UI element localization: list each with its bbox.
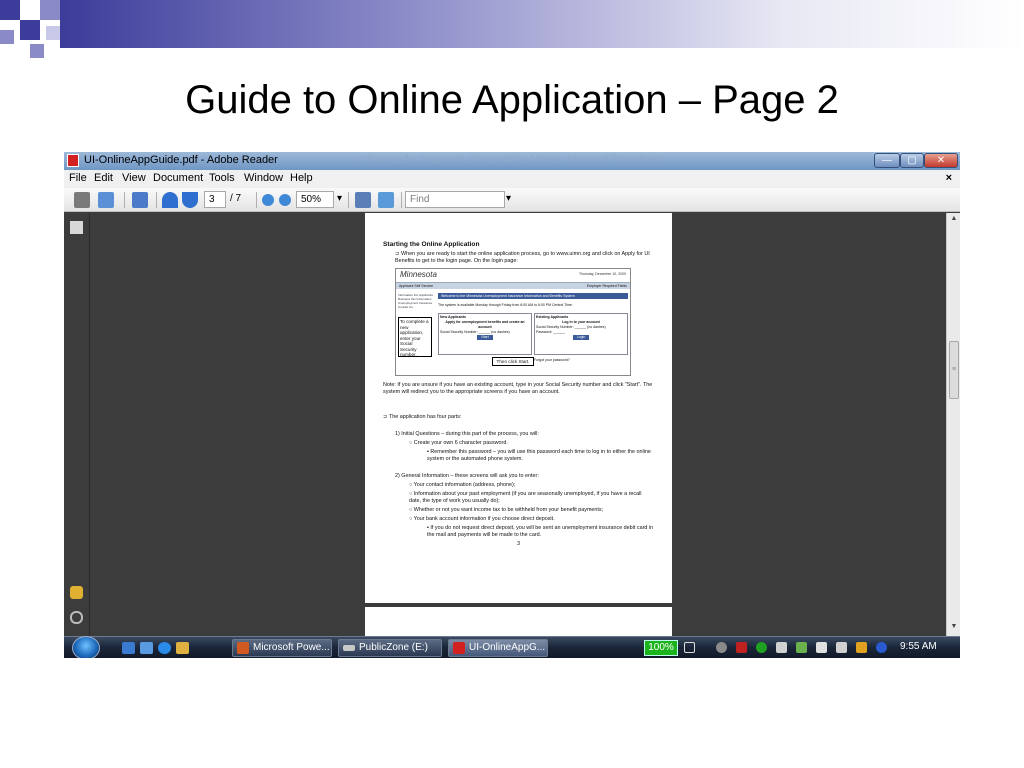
start-button-orb[interactable] bbox=[72, 636, 100, 658]
find-dropdown-icon[interactable]: ▾ bbox=[506, 193, 512, 204]
zoom-level-input[interactable]: 50% bbox=[296, 191, 334, 208]
document-viewport[interactable] bbox=[91, 213, 946, 636]
forgot-password-link: Forgot your password? bbox=[534, 358, 570, 362]
login-nav-right: Employer Required Fields bbox=[586, 284, 627, 288]
new-applicants-body: Apply for unemployment benefits and create an account bbox=[445, 320, 525, 329]
existing-password-label: Password: ______ bbox=[536, 330, 565, 334]
zoom-in-icon[interactable] bbox=[279, 194, 291, 206]
zoom-dropdown-icon[interactable]: ▾ bbox=[337, 193, 343, 204]
callout-enter-ssn: To complete a new application, enter your Social Security number. bbox=[398, 317, 432, 357]
switch-windows-icon[interactable] bbox=[140, 642, 153, 654]
taskbar-clock[interactable]: 9:55 AM bbox=[900, 641, 937, 652]
next-page-icon[interactable] bbox=[182, 192, 198, 208]
page-total-label: / 7 bbox=[230, 193, 242, 204]
fit-width-icon[interactable] bbox=[378, 192, 394, 208]
toolbar-separator bbox=[256, 192, 257, 208]
toolbar-separator bbox=[348, 192, 349, 208]
doc-part2-sub1: ▪ If you do not request direct deposit, you will be sent an unemployment insurance debit card in the mail and payments will be made to the card. bbox=[427, 525, 654, 538]
comments-panel-icon[interactable] bbox=[70, 586, 83, 599]
menu-file[interactable]: File bbox=[69, 172, 87, 184]
existing-applicants-body: Log in to your account bbox=[562, 320, 600, 324]
toolbar-separator bbox=[401, 192, 402, 208]
start-button: Start bbox=[477, 335, 492, 340]
doc-part1-item1: ○ Create your own 6 character password. bbox=[409, 440, 508, 446]
pdf-icon bbox=[453, 642, 465, 654]
doc-heading: Starting the Online Application bbox=[383, 241, 480, 248]
doc-part2-item1: ○ Your contact information (address, phone); bbox=[409, 482, 516, 488]
battery-meter[interactable]: 100% bbox=[644, 640, 678, 656]
task-powerpoint[interactable] bbox=[232, 639, 332, 657]
checkmark-tray-icon[interactable] bbox=[756, 642, 767, 653]
login-button: Login bbox=[573, 335, 590, 340]
new-applicants-box bbox=[438, 313, 532, 355]
existing-ssn-label: Social Security Number: ______ (no dashes) bbox=[536, 325, 606, 329]
login-page-screenshot bbox=[395, 268, 631, 376]
scroll-up-icon[interactable]: ▲ bbox=[950, 215, 958, 222]
window-title: UI-OnlineAppGuide.pdf - Adobe Reader bbox=[84, 154, 278, 166]
title-gradient-bar bbox=[60, 0, 1024, 48]
find-input[interactable]: Find bbox=[405, 191, 505, 208]
network-tray-icon[interactable] bbox=[796, 642, 807, 653]
attachments-paperclip-icon[interactable] bbox=[70, 611, 83, 624]
pdf-app-icon bbox=[67, 154, 79, 167]
doc-part2-item2: ○ Information about your past employment (if you are seasonally unemployed, if you have a recall date, the type of work you usually do); bbox=[409, 491, 642, 504]
security-tray-icon[interactable] bbox=[716, 642, 727, 653]
page-number-input[interactable]: 3 bbox=[204, 191, 226, 208]
windows-taskbar bbox=[64, 636, 960, 658]
flag-tray-icon[interactable] bbox=[816, 642, 827, 653]
fit-page-icon[interactable] bbox=[355, 192, 371, 208]
minnesota-logo-text: Minnesota bbox=[400, 270, 437, 279]
doc-part1-title: 1) Initial Questions – during this part of the process, you will: bbox=[395, 431, 539, 437]
doc-part2-item3: ○ Whether or not you want income tax to be withheld from your benefit payments; bbox=[409, 507, 604, 513]
login-date: Thursday, December 10, 2009 bbox=[578, 272, 626, 276]
maximize-button[interactable]: ▢ bbox=[900, 153, 924, 168]
doc-parts-intro: ⊃ The application has four parts: bbox=[383, 414, 462, 420]
doc-part1-sub1: ▪ Remember this password – you will use this password each time to log in to either the online system or the automated phone system. bbox=[427, 449, 651, 462]
existing-applicants-box bbox=[534, 313, 628, 355]
folder-icon[interactable] bbox=[176, 642, 189, 654]
scroll-thumb[interactable]: ≡ bbox=[949, 341, 959, 399]
background-window-title: UI Training for Segments (Compatibility Mode) - Microsoft PowerPoint bbox=[354, 154, 663, 165]
powerpoint-icon bbox=[237, 642, 249, 654]
doc-note: Note: If you are unsure if you have an existing account, type in your Social Security number and click "Start". The system will redirect you to the appropriate screens if you have an account. bbox=[383, 382, 653, 395]
share-icon[interactable] bbox=[132, 192, 148, 208]
volume-tray-icon[interactable] bbox=[836, 642, 847, 653]
device-tray-icon[interactable] bbox=[776, 642, 787, 653]
menu-document[interactable]: Document bbox=[153, 172, 204, 184]
menu-bar bbox=[64, 170, 960, 188]
new-ssn-label: Social Security Number: ______ (no dashes) bbox=[440, 330, 510, 334]
pdf-page bbox=[365, 213, 672, 603]
task-adobe-reader-label: UI-OnlineAppG... bbox=[469, 642, 546, 653]
login-sidebar: Information For Applicants Business Tax Information Unemployment Insurance Contact Us bbox=[398, 293, 433, 309]
doc-intro: ⊃ When you are ready to start the online application process, go to www.uimn.org and click on Apply for UI Benefits to get to the login page. On the login page: bbox=[395, 251, 650, 264]
login-welcome-banner: Welcome to the Minnesota Unemployment Insurance Information and Benefits System bbox=[438, 293, 628, 299]
task-powerpoint-label: Microsoft Powe... bbox=[253, 642, 330, 653]
vertical-scrollbar[interactable] bbox=[946, 213, 960, 636]
minimize-button[interactable]: — bbox=[874, 153, 900, 168]
close-button[interactable]: ✕ bbox=[924, 153, 958, 168]
collaborate-icon[interactable] bbox=[98, 192, 114, 208]
battery-tray-icon[interactable] bbox=[684, 642, 695, 653]
internet-explorer-icon[interactable] bbox=[158, 642, 171, 654]
bluetooth-tray-icon[interactable] bbox=[876, 642, 887, 653]
doc-part2-title: 2) General Information – these screens will ask you to enter: bbox=[395, 473, 539, 479]
drive-icon bbox=[343, 645, 355, 651]
toolbar-separator bbox=[124, 192, 125, 208]
power-tray-icon[interactable] bbox=[856, 642, 867, 653]
menu-view[interactable]: View bbox=[122, 172, 146, 184]
login-nav-left: Applicant Self Service bbox=[399, 284, 434, 288]
menu-help[interactable]: Help bbox=[290, 172, 313, 184]
doc-page-number: 3 bbox=[517, 541, 520, 547]
slide-title: Guide to Online Application – Page 2 bbox=[185, 78, 839, 122]
show-desktop-icon[interactable] bbox=[122, 642, 135, 654]
menu-tools[interactable]: Tools bbox=[209, 172, 235, 184]
login-brand-header bbox=[396, 269, 630, 283]
window-titlebar bbox=[64, 152, 960, 170]
task-publiczone-label: PublicZone (E:) bbox=[359, 642, 428, 653]
document-close-button[interactable]: × bbox=[945, 172, 952, 184]
existing-applicants-header: Existing Applicants bbox=[536, 315, 569, 319]
login-availability: The system is available Monday through Friday from 6:00 AM to 6:00 PM Central Time. bbox=[438, 303, 573, 307]
toolbar-separator bbox=[156, 192, 157, 208]
navigation-pane bbox=[64, 213, 90, 636]
antivirus-tray-icon[interactable] bbox=[736, 642, 747, 653]
previous-page-icon[interactable] bbox=[162, 192, 178, 208]
callout-click-start: Then click Start. bbox=[492, 357, 534, 366]
login-nav-bar bbox=[396, 283, 630, 289]
reader-screenshot bbox=[64, 152, 960, 658]
print-icon[interactable] bbox=[74, 192, 90, 208]
task-adobe-reader[interactable] bbox=[448, 639, 548, 657]
menu-window[interactable]: Window bbox=[244, 172, 284, 184]
menu-edit[interactable]: Edit bbox=[94, 172, 113, 184]
new-applicants-header: New Applicants bbox=[440, 315, 466, 319]
toolbar bbox=[64, 188, 960, 212]
scroll-down-icon[interactable]: ▼ bbox=[950, 623, 958, 630]
doc-part2-item4: ○ Your bank account information if you choose direct deposit. bbox=[409, 516, 555, 522]
task-publiczone[interactable] bbox=[338, 639, 442, 657]
pages-panel-icon[interactable] bbox=[70, 221, 83, 234]
zoom-out-icon[interactable] bbox=[262, 194, 274, 206]
